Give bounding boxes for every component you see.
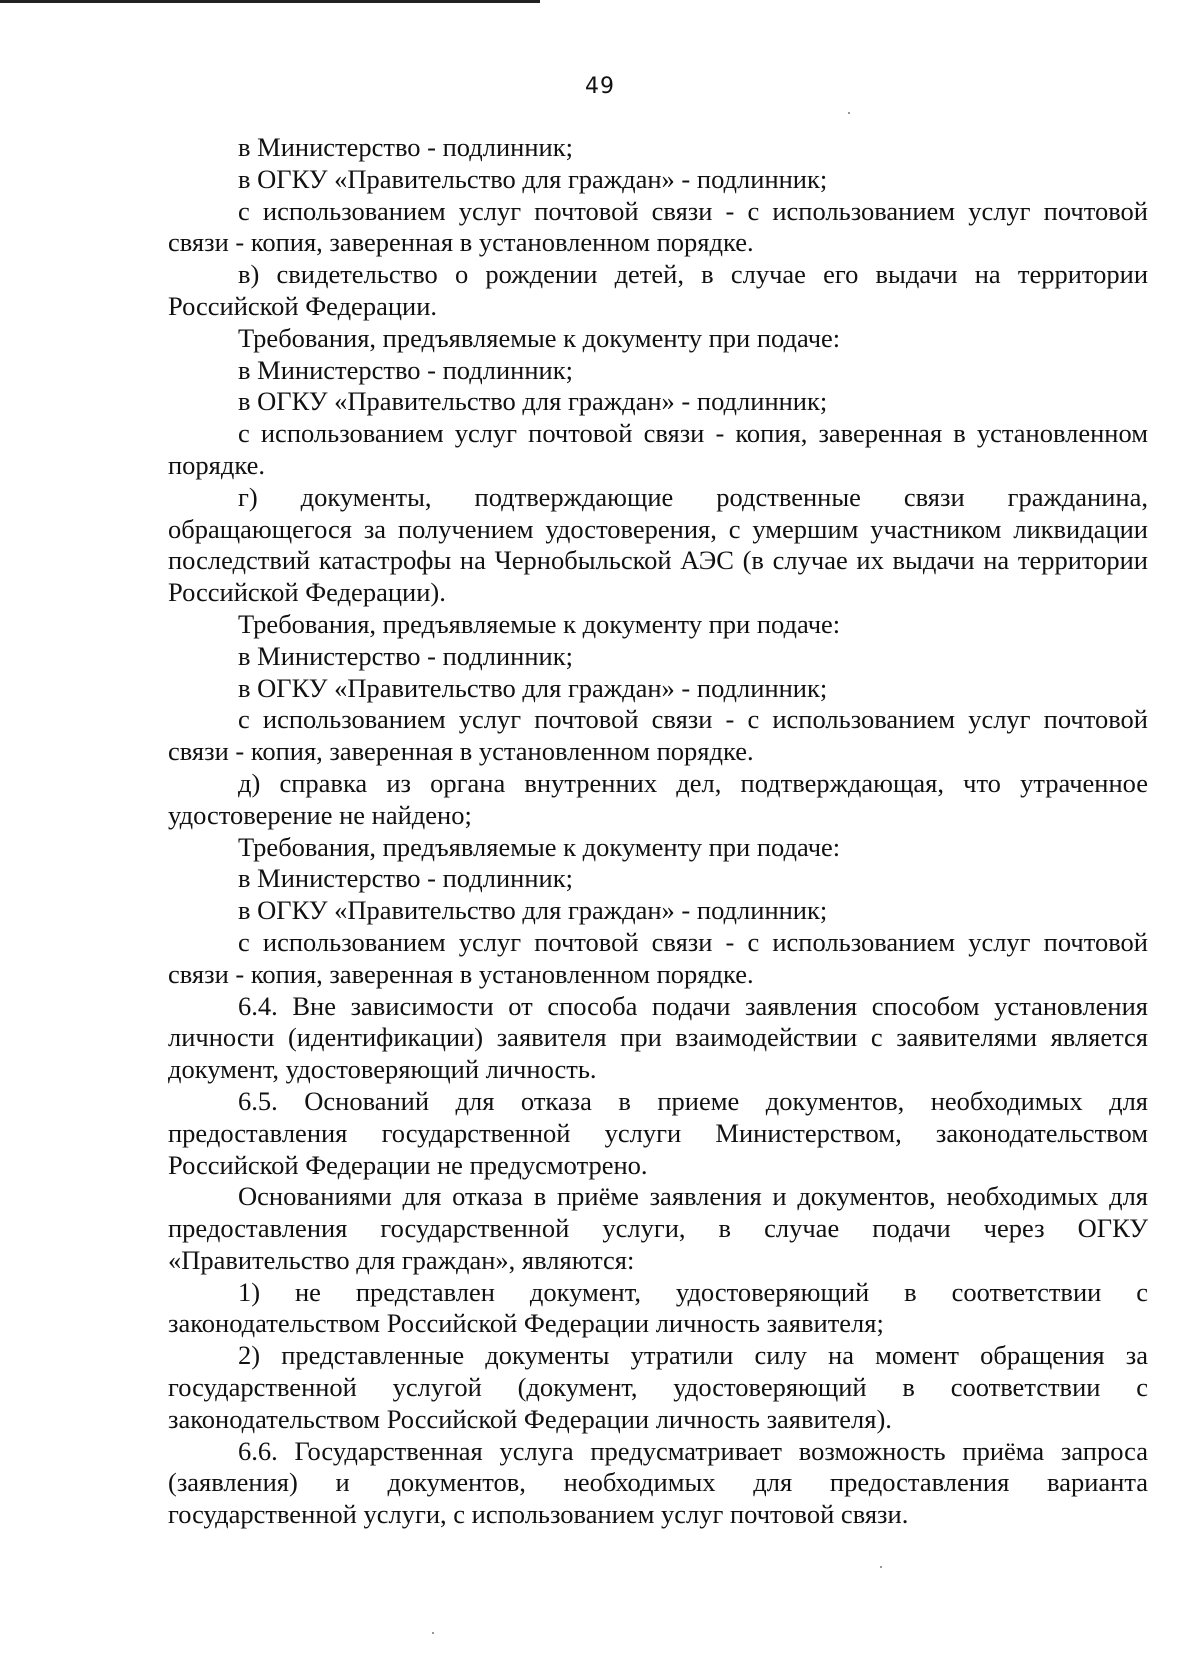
paragraph: с использованием услуг почтовой связи - с использованием услуг почтовой связи - копия, заверенная в установленном порядке. <box>168 926 1148 989</box>
paragraph: Требования, предъявляемые к документу при подаче: <box>238 608 841 639</box>
scan-speck <box>432 1632 434 1634</box>
paragraph: в ОГКУ «Правительство для граждан» - подлинник; <box>238 386 828 417</box>
page-number: 49 <box>585 74 615 99</box>
paragraph: Требования, предъявляемые к документу при подаче: <box>238 831 841 862</box>
paragraph: в) свидетельство о рождении детей, в случае его выдачи на территории Российской Федерации. <box>168 259 1148 321</box>
paragraph: Основаниями для отказа в приёме заявления и документов, необходимых для предоставления государственной услуги, в случае подачи через ОГКУ «Правительство для граждан», являются: <box>168 1181 1148 1275</box>
scan-edge-line <box>0 0 540 3</box>
paragraph: г) документы, подтверждающие родственные связи гражданина, обращающегося за получением удостоверения, с умершим участником ликвидации последствий катастрофы на Чернобыльской АЭС (в случае их выдачи на территории Российской Федерации). <box>168 481 1148 608</box>
paragraph: Требования, предъявляемые к документу при подаче: <box>238 322 841 353</box>
paragraph: 1) не представлен документ, удостоверяющий в соответствии с законодательством Российской Федерации личность заявителя; <box>168 1276 1148 1339</box>
scan-speck <box>880 1566 882 1568</box>
paragraph: в Министерство - подлинник; <box>238 640 573 671</box>
paragraph: 2) представленные документы утратили силу на момент обращения за государственной услугой (документ, удостоверяющий в соответствии с законодательством Российской Федерации личность заявителя). <box>168 1340 1148 1434</box>
paragraph: с использованием услуг почтовой связи - с использованием услуг почтовой связи - копия, заверенная в установленном порядке. <box>168 195 1148 258</box>
paragraph: 6.6. Государственная услуга предусматривает возможность приёма запроса (заявления) и документов, необходимых для предоставления варианта государственной услуги, с использованием услуг почтовой связи. <box>168 1435 1148 1530</box>
paragraph: в Министерство - подлинник; <box>238 132 573 162</box>
paragraph: д) справка из органа внутренних дел, подтверждающая, что утраченное удостоверение не найдено; <box>168 767 1148 830</box>
paragraph: в ОГКУ «Правительство для граждан» - подлинник; <box>238 895 828 926</box>
paragraph: с использованием услуг почтовой связи - с использованием услуг почтовой связи - копия, заверенная в установленном порядке. <box>168 704 1148 767</box>
document-body <box>168 132 1148 1531</box>
paragraph: 6.4. Вне зависимости от способа подачи заявления способом установления личности (идентификации) заявителя при взаимодействии с заявителями является документ, удостоверяющий личность. <box>168 990 1148 1085</box>
paragraph: с использованием услуг почтовой связи - копия, заверенная в установленном порядке. <box>168 418 1148 480</box>
paragraph: в ОГКУ «Правительство для граждан» - подлинник; <box>238 163 828 194</box>
paragraph: 6.5. Оснований для отказа в приеме документов, необходимых для предоставления государственной услуги Министерством, законодательством Российской Федерации не предусмотрено. <box>168 1085 1148 1180</box>
paragraph: в Министерство - подлинник; <box>238 863 573 894</box>
paragraph: в ОГКУ «Правительство для граждан» - подлинник; <box>238 672 828 703</box>
paragraph: в Министерство - подлинник; <box>238 354 573 385</box>
scan-speck <box>848 112 850 114</box>
